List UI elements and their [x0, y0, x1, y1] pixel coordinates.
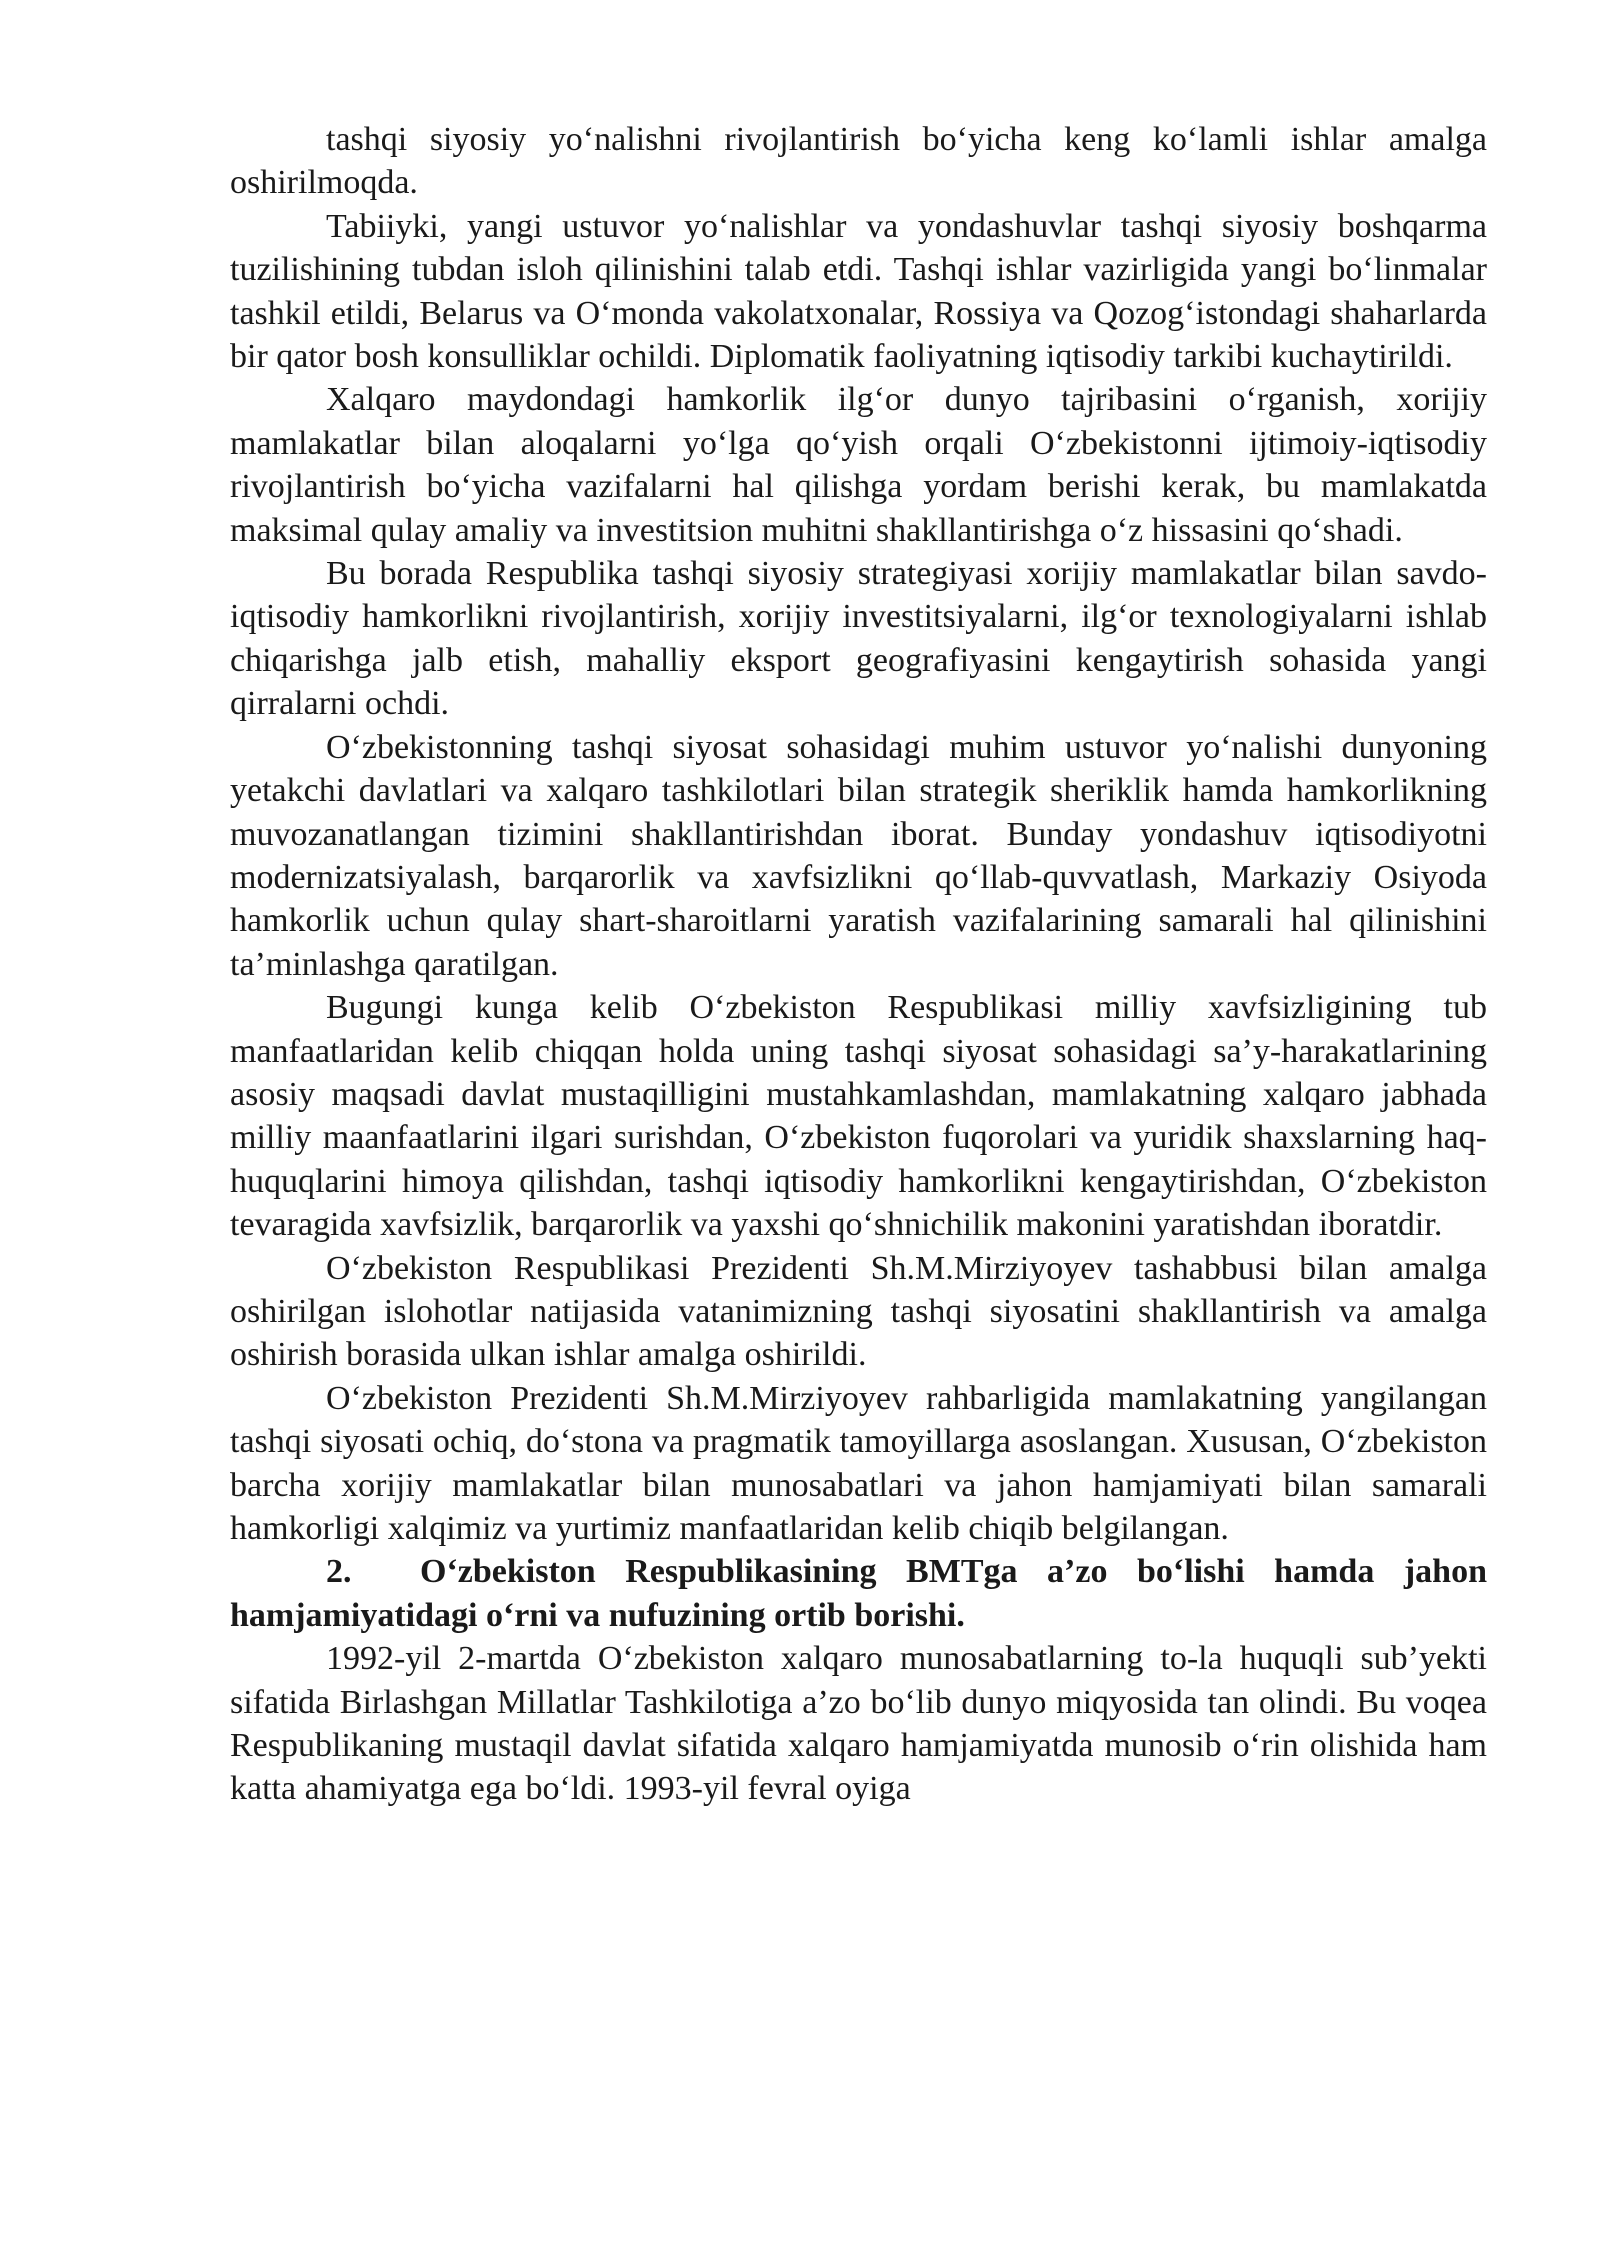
paragraph: O‘zbekiston Respublikasi Prezidenti Sh.M.Mirziyoyev tashabbusi bilan amalga oshirilgan islohotlar natijasida vatanimizning tashqi siyosatini shakllantirish va amalga oshirish borasida ulkan ishlar amalga oshirildi. — [230, 1249, 1487, 1374]
paragraph: 1992-yil 2-martda O‘zbekiston xalqaro munosabatlarning to-la huquqli sub’yekti sifatida Birlashgan Millatlar Tashkilotiga a’zo bo‘lib dunyo miqyosida tan olindi. Bu voqea Respublikaning mustaqil davlat sifatida xalqaro hamjamiyatda munosib o‘rin olishida ham katta ahamiyatga ega bo‘ldi. 1993-yil fevral oyiga — [230, 1640, 1487, 1808]
section-number: 2. — [326, 1553, 352, 1591]
document-page — [230, 118, 1487, 1811]
paragraph: Bu borada Respublika tashqi siyosiy strategiyasi xorijiy mamlakatlar bilan savdo-iqtisodiy hamkorlikni rivojlantirish, xorijiy investitsiyalarni, ilg‘or texnologiyalarni ishlab chiqarishga jalb etish, mahalliy eksport geografiyasini kengaytirish sohasida yangi qirralarni ochdi. — [230, 555, 1487, 723]
paragraph: O‘zbekistonning tashqi siyosat sohasidagi muhim ustuvor yo‘nalishi dunyoning yetakchi davlatlari va xalqaro tashkilotlari bilan strategik sheriklik hamda hamkorlikning muvozanatlangan tizimini shakllantirishdan iborat. Bunday yondashuv iqtisodiyotni modernizatsiyalash, barqarorlik va xavfsizlikni qo‘llab-quvvatlash, Markaziy Osiyoda hamkorlik uchun qulay shart-sharoitlarni yaratish vazifalarining samarali hal qilinishini ta’minlashga qaratilgan. — [230, 728, 1487, 983]
paragraph-continuation: tashqi siyosiy yo‘nalishni rivojlantirish bo‘yicha keng ko‘lamli ishlar amalga oshirilmoqda. — [230, 121, 1487, 202]
section-heading — [230, 1550, 1487, 1637]
section-title: O‘zbekiston Respublikasining BMTga a’zo bo‘lishi hamda jahon hamjamiyatidagi o‘rni va nufuzining ortib borishi. — [230, 1553, 1487, 1634]
paragraph: O‘zbekiston Prezidenti Sh.M.Mirziyoyev rahbarligida mamlakatning yangilangan tashqi siyosati ochiq, do‘stona va pragmatik tamoyillarga asoslangan. Xususan, O‘zbekiston barcha xorijiy mamlakatlar bilan munosabatlari va jahon hamjamiyati bilan samarali hamkorligi xalqimiz va yurtimiz manfaatlaridan kelib chiqib belgilangan. — [230, 1379, 1487, 1547]
paragraph: Tabiiyki, yangi ustuvor yo‘nalishlar va yondashuvlar tashqi siyosiy boshqarma tuzilishining tubdan isloh qilinishini talab etdi. Tashqi ishlar vazirligida yangi bo‘linmalar tashkil etildi, Belarus va O‘monda vakolatxonalar, Rossiya va Qozog‘istondagi shaharlarda bir qator bosh konsulliklar ochildi. Diplomatik faoliyatning iqtisodiy tarkibi kuchaytirildi. — [230, 207, 1487, 376]
paragraph: Bugungi kunga kelib O‘zbekiston Respublikasi milliy xavfsizligining tub manfaatlaridan kelib chiqqan holda uning tashqi siyosat sohasidagi sa’y-harakatlarining asosiy maqsadi davlat mustaqilligini mustahkamlashdan, mamlakatning xalqaro jabhada milliy maanfaatlarini ilgari surishdan, O‘zbekiston fuqorolari va yuridik shaxslarning haq-huquqlarini himoya qilishdan, tashqi iqtisodiy hamkorlikni kengaytirishdan, O‘zbekiston tevaragida xavfsizlik, barqarorlik va yaxshi qo‘shnichilik makonini yaratishdan iboratdir. — [230, 989, 1487, 1244]
paragraph: Xalqaro maydondagi hamkorlik ilg‘or dunyo tajribasini o‘rganish, xorijiy mamlakatlar bilan aloqalarni yo‘lga qo‘yish orqali O‘zbekistonni ijtimoiy-iqtisodiy rivojlantirish bo‘yicha vazifalarni hal qilishga yordam berishi kerak, bu mamlakatda maksimal qulay amaliy va investitsion muhitni shakllantirishga o‘z hissasini qo‘shadi. — [230, 381, 1487, 549]
